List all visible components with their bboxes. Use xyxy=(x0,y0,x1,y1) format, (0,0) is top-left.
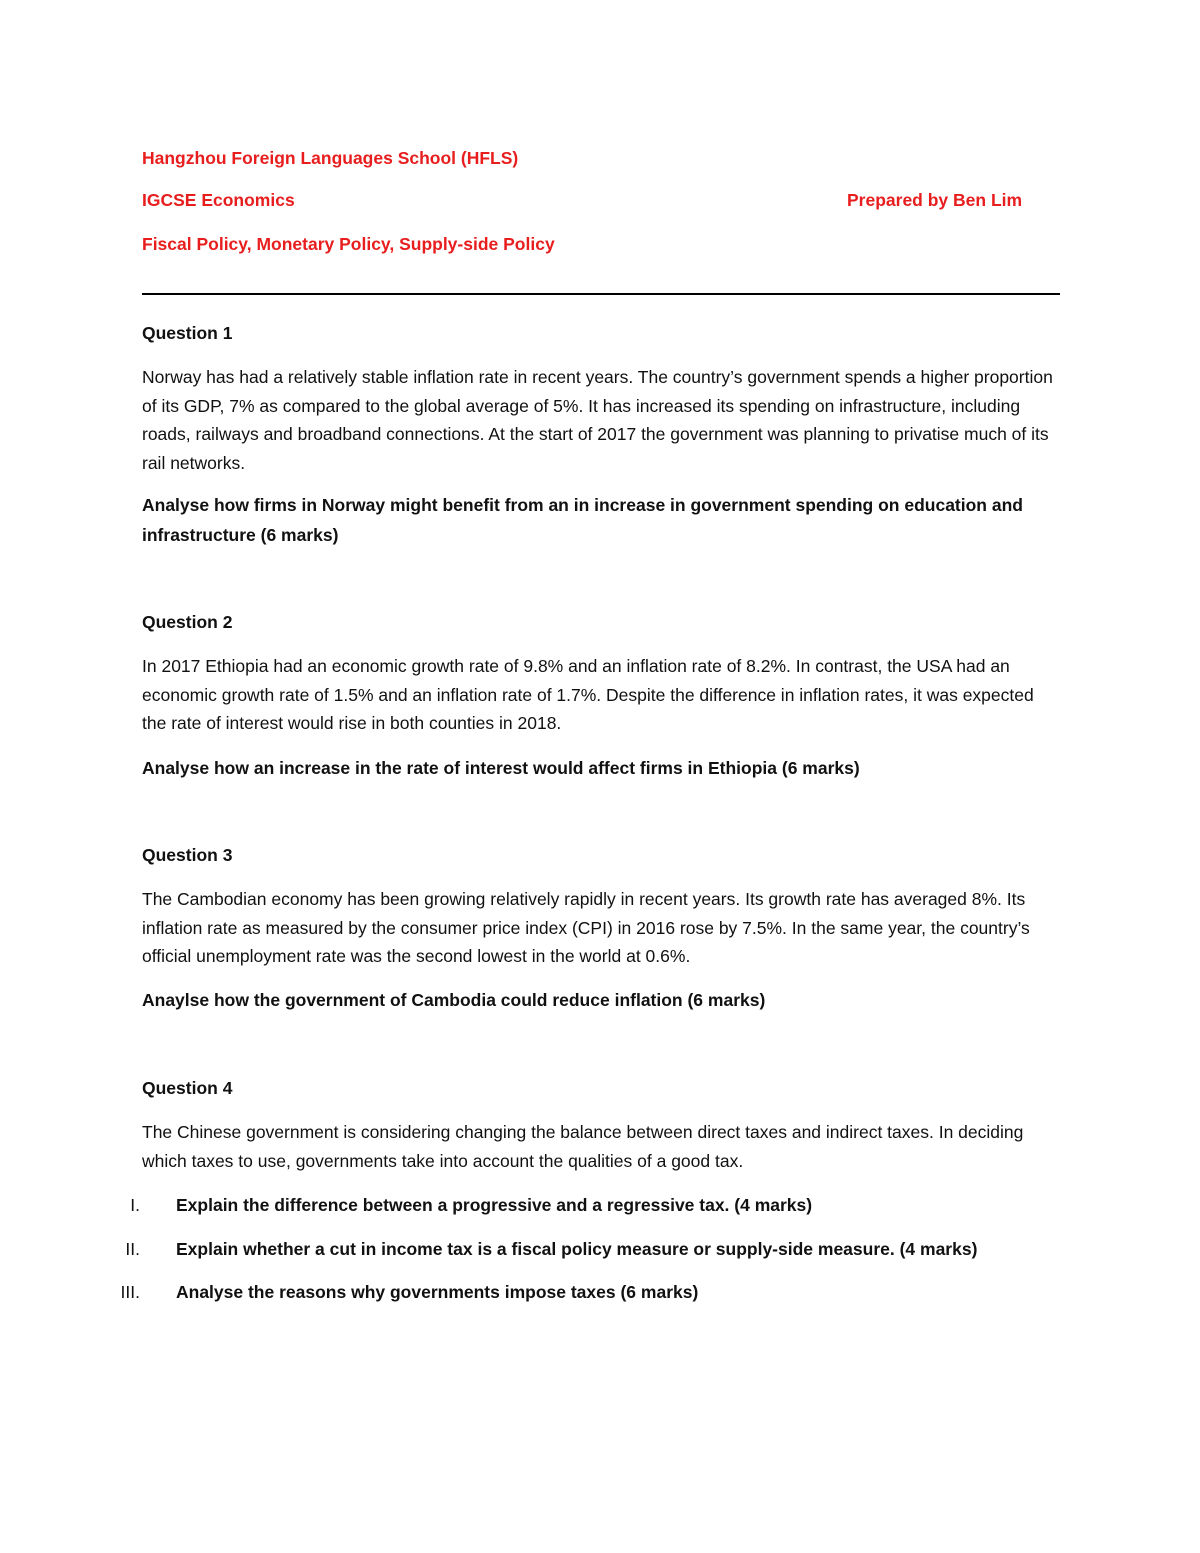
question-2-title: Question 2 xyxy=(142,612,233,632)
author-credit: Prepared by Ben Lim xyxy=(847,190,1023,210)
question-1-task: Analyse how firms in Norway might benefit from an in increase in government spending on education and infrastructure (6 marks) xyxy=(142,495,1023,545)
question-4-item-3 xyxy=(100,1281,1060,1303)
item-text: Explain whether a cut in income tax is a fiscal policy measure or supply-side measure. (4 marks) xyxy=(176,1239,978,1259)
question-4-title: Question 4 xyxy=(142,1078,233,1098)
item-numeral: III. xyxy=(120,1282,140,1302)
header-divider xyxy=(142,293,1060,295)
topic-title: Fiscal Policy, Monetary Policy, Supply-side Policy xyxy=(142,234,555,254)
question-4-item-2 xyxy=(100,1238,1060,1260)
course-name: IGCSE Economics xyxy=(142,190,295,210)
school-name: Hangzhou Foreign Languages School (HFLS) xyxy=(142,148,519,168)
question-3-title: Question 3 xyxy=(142,845,233,865)
question-3-task: Anaylse how the government of Cambodia could reduce inflation (6 marks) xyxy=(142,990,766,1010)
question-2-task: Analyse how an increase in the rate of interest would affect firms in Ethiopia (6 marks) xyxy=(142,758,860,778)
item-numeral: II. xyxy=(125,1239,140,1259)
item-text: Explain the difference between a progressive and a regressive tax. (4 marks) xyxy=(176,1195,813,1215)
item-numeral: I. xyxy=(130,1195,140,1215)
question-2-body: In 2017 Ethiopia had an economic growth rate of 9.8% and an inflation rate of 8.2%. In contrast, the USA had an economic growth rate of 1.5% and an inflation rate of 1.7%. Despite the difference in inflation rates, it was expected the rate of interest would rise in both counties in 2018. xyxy=(142,656,1034,733)
question-3-body: The Cambodian economy has been growing relatively rapidly in recent years. Its growth rate has averaged 8%. Its inflation rate as measured by the consumer price index (CPI) in 2016 rose by 7.5%. In the same year, the country’s official unemployment rate was the second lowest in the world at 0.6%. xyxy=(142,889,1030,966)
question-4-item-1 xyxy=(100,1194,1060,1216)
question-4-body: The Chinese government is considering changing the balance between direct taxes and indirect taxes. In deciding which taxes to use, governments take into account the qualities of a good tax. xyxy=(142,1122,1024,1171)
item-text: Analyse the reasons why governments impose taxes (6 marks) xyxy=(176,1282,699,1302)
question-1-title: Question 1 xyxy=(142,323,233,343)
question-1-body: Norway has had a relatively stable inflation rate in recent years. The country’s government spends a higher proportion of its GDP, 7% as compared to the global average of 5%. It has increased its spending on infrastructure, including roads, railways and broadband connections. At the start of 2017 the government was planning to privatise much of its rail networks. xyxy=(142,367,1053,473)
